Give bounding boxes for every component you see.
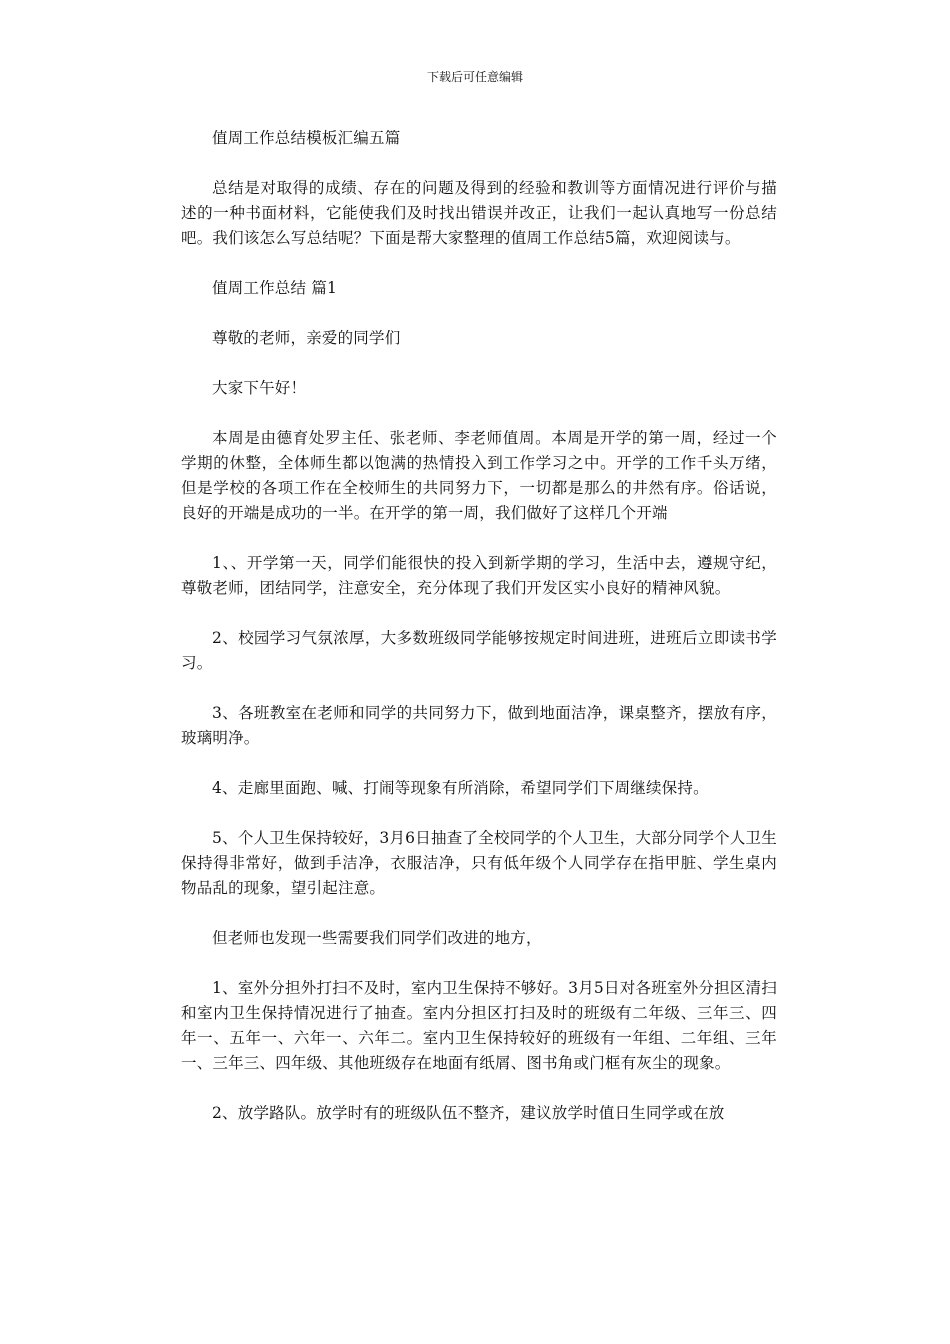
list-item: 4、走廊里面跑、喊、打闹等现象有所消除，希望同学们下周继续保持。 (212, 779, 709, 797)
salutation: 尊敬的老师，亲爱的同学们 (212, 329, 401, 347)
list-item: 5、个人卫生保持较好，3月6日抽查了全校同学的个人卫生，大部分同学个人卫生保持得非常好，做到手洁净，衣服洁净，只有低年级个人同学存在指甲脏、学生桌内物品乱的现象，望引起注意。 (181, 829, 777, 897)
body-paragraph: 本周是由德育处罗主任、张老师、李老师值周。本周是开学的第一周，经过一个学期的休整，全体师生都以饱满的热情投入到工作学习之中。开学的工作千头万绪，但是学校的各项工作在全校师生的共同努力下，一切都是那么的井然有序。俗话说，良好的开端是成功的一半。在开学的第一周，我们做好了这样几个开端 (181, 429, 777, 522)
list-item: 1、、开学第一天，同学们能很快的投入到新学期的学习，生活中去，遵规守纪，尊敬老师，团结同学，注意安全，充分体现了我们开发区实小良好的精神风貌。 (181, 554, 777, 597)
intro-paragraph: 总结是对取得的成绩、存在的问题及得到的经验和教训等方面情况进行评价与描述的一种书面材料，它能使我们及时找出错误并改正，让我们一起认真地写一份总结吧。我们该怎么写总结呢？下面是帮大家整理的值周工作总结5篇，欢迎阅读与。 (181, 179, 777, 247)
greeting: 大家下午好！ (212, 379, 307, 397)
header-note: 下载后可任意编辑 (426, 70, 523, 84)
body-paragraph: 但老师也发现一些需要我们同学们改进的地方， (212, 929, 542, 947)
section-heading: 值周工作总结 篇1 (212, 279, 338, 297)
list-item: 3、各班教室在老师和同学的共同努力下，做到地面洁净，课桌整齐，摆放有序，玻璃明净。 (181, 704, 777, 747)
list-item: 2、放学路队。放学时有的班级队伍不整齐，建议放学时值日生同学或在放 (212, 1104, 725, 1122)
document-body (181, 126, 777, 1151)
document-title: 值周工作总结模板汇编五篇 (212, 129, 401, 147)
list-item: 1、室外分担外打扫不及时，室内卫生保持不够好。3月5日对各班室外分担区清扫和室内卫生保持情况进行了抽查。室内分担区打扫及时的班级有二年级、三年三、四年一、五年一、六年一、六年二。室内卫生保持较好的班级有一年组、二年组、三年一、三年三、四年级、其他班级存在地面有纸屑、图书角或门框有灰尘的现象。 (181, 979, 777, 1072)
list-item: 2、校园学习气氛浓厚，大多数班级同学能够按规定时间进班，进班后立即读书学习。 (181, 629, 777, 672)
